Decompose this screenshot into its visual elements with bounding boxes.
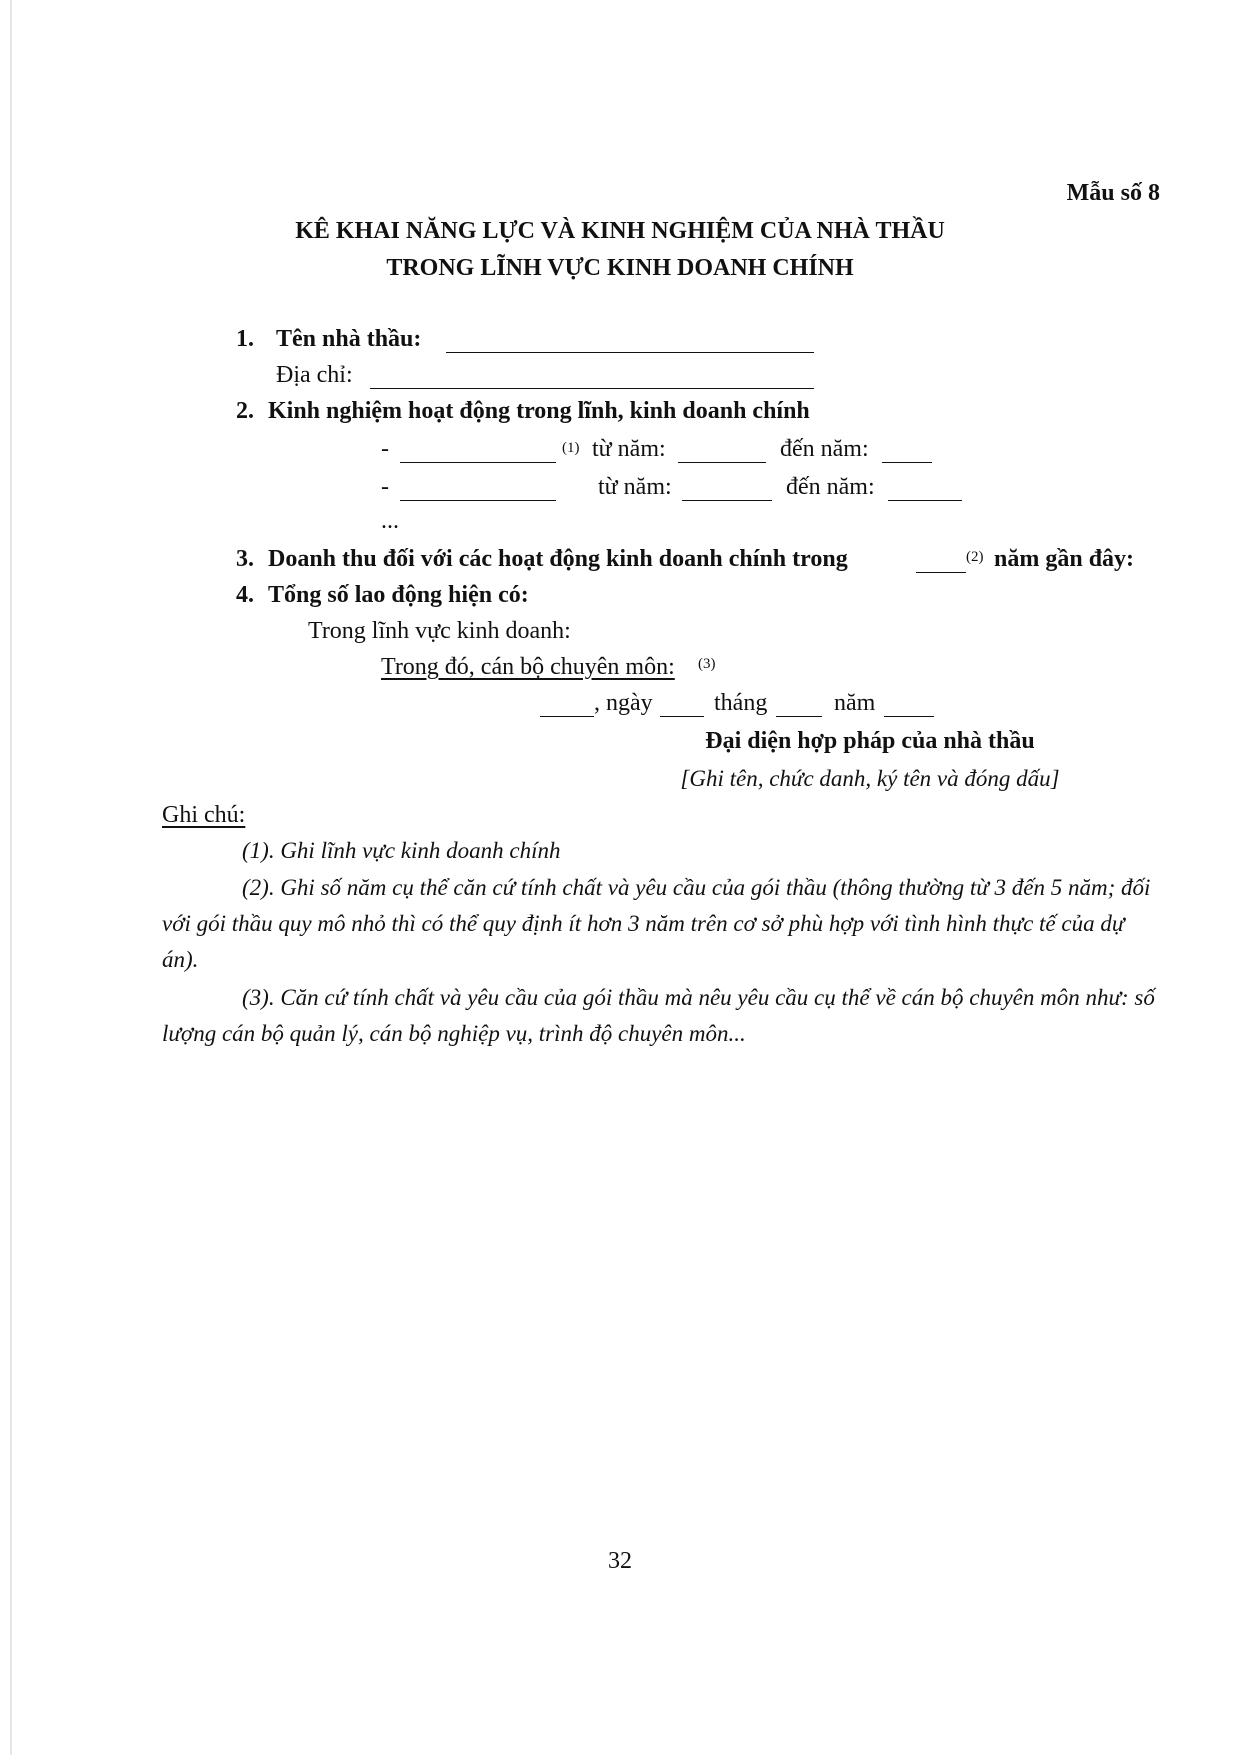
item4-note-ref: (3) [698,656,716,672]
form-number: Mẫu số 8 [1066,180,1160,206]
representative-label: Đại diện hợp pháp của nhà thầu [705,728,1035,754]
item4-number: 4. [236,582,254,608]
date-day-label: , ngày [594,690,653,716]
page-number: 32 [608,1548,632,1574]
date-year-blank [884,716,934,717]
item2-row2-to-blank [888,500,962,501]
item4-sub2: Trong đó, cán bộ chuyên môn: [381,654,675,680]
item2-row1-to-label: đến năm: [780,436,869,462]
item1-address-blank [370,388,814,389]
item2-row1-dash: - [381,436,389,462]
item1-number: 1. [236,326,254,352]
date-day-blank [660,716,704,717]
note-2-text: (2). Ghi số năm cụ thể căn cứ tính chất và yêu cầu của gói thầu (thông thường từ 3 đến 5 năm; đối với gói thầu quy mô nhỏ thì có thể quy định ít hơn 3 năm trên cơ sở phù hợp với tình hình thực tế của dự án). [162,875,1151,972]
item3-label-after: năm gần đây: [994,546,1135,572]
item3-number: 3. [236,546,254,572]
note-2 [162,870,1162,978]
scan-edge [10,0,12,1755]
item4-sub1: Trong lĩnh vực kinh doanh: [308,618,571,644]
item3-years-blank [916,572,966,573]
signature-instruction: [Ghi tên, chức danh, ký tên và đóng dấu] [680,766,1060,791]
note-3 [162,980,1162,1052]
notes-heading: Ghi chú: [162,802,246,828]
item2-ellipsis: ... [381,508,399,534]
date-year-label: năm [834,690,876,716]
item1-name-blank [446,352,814,353]
item1-label: Tên nhà thầu: [276,326,422,352]
item2-row1-from-blank [678,462,766,463]
note-3-text: (3). Căn cứ tính chất và yêu cầu của gói thầu mà nêu yêu cầu cụ thể về cán bộ chuyên môn như: số lượng cán bộ quản lý, cán bộ nghiệp vụ, trình độ chuyên môn... [162,985,1155,1046]
item3-label-before: Doanh thu đối với các hoạt động kinh doanh chính trong [268,546,848,572]
item2-row2-field-blank [400,500,556,501]
item1-address-label: Địa chỉ: [276,362,353,388]
item2-row2-to-label: đến năm: [786,474,875,500]
item2-row2-dash: - [381,474,389,500]
date-month-label: tháng [714,690,768,716]
item2-row2-from-label: từ năm: [598,474,672,500]
note-1: (1). Ghi lĩnh vực kinh doanh chính [242,838,561,863]
date-month-blank [776,716,822,717]
title-line-2: TRONG LĨNH VỰC KINH DOANH CHÍNH [386,255,854,281]
item2-row1-to-blank [882,462,932,463]
item2-row2-from-blank [682,500,772,501]
item2-label: Kinh nghiệm hoạt động trong lĩnh, kinh doanh chính [268,398,810,424]
item3-note-ref: (2) [966,549,984,565]
item2-number: 2. [236,398,254,424]
item4-label: Tổng số lao động hiện có: [268,582,529,608]
date-place-blank [540,716,594,717]
item2-row1-field-blank [400,462,556,463]
item2-row1-from-label: từ năm: [592,436,666,462]
item2-note-ref: (1) [562,440,580,456]
title-line-1: KÊ KHAI NĂNG LỰC VÀ KINH NGHIỆM CỦA NHÀ THẦU [295,218,945,244]
